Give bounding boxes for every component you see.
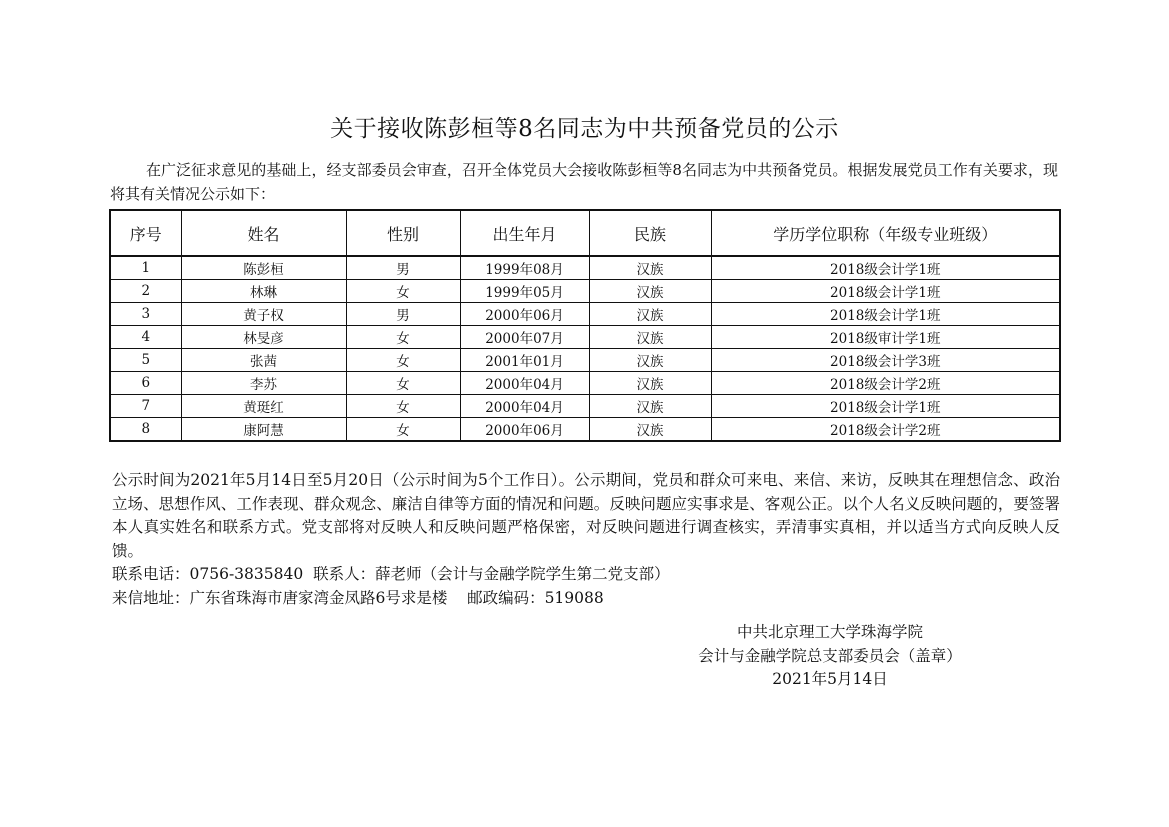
signature-committee: 会计与金融学院总支部委员会（盖章） — [698, 646, 962, 665]
cell-class: 2018级会计学1班 — [711, 256, 1060, 280]
cell-ethnicity: 汉族 — [589, 326, 711, 349]
cell-gender: 女 — [346, 395, 460, 418]
cell-ethnicity: 汉族 — [589, 418, 711, 442]
cell-birth: 2000年07月 — [460, 326, 589, 349]
table-row — [110, 349, 1060, 372]
header-name: 姓名 — [181, 210, 346, 256]
header-class: 学历学位职称（年级专业班级） — [711, 210, 1060, 256]
cell-birth: 2000年06月 — [460, 303, 589, 326]
header-ethnicity: 民族 — [589, 210, 711, 256]
cell-gender: 女 — [346, 280, 460, 303]
table-body — [110, 256, 1060, 441]
table-row — [110, 372, 1060, 395]
cell-birth: 1999年05月 — [460, 280, 589, 303]
cell-gender: 女 — [346, 372, 460, 395]
table-row — [110, 395, 1060, 418]
header-birth: 出生年月 — [460, 210, 589, 256]
cell-name: 林琳 — [181, 280, 346, 303]
signature-block — [660, 621, 1000, 692]
cell-index: 3 — [110, 303, 181, 326]
cell-name: 陈彭桓 — [181, 256, 346, 280]
cell-index: 8 — [110, 418, 181, 442]
address-line: 来信地址：广东省珠海市唐家湾金凤路6号求是楼 邮政编码：519088 — [112, 588, 604, 607]
cell-ethnicity: 汉族 — [589, 349, 711, 372]
cell-class: 2018级审计学1班 — [711, 326, 1060, 349]
cell-name: 张茜 — [181, 349, 346, 372]
cell-index: 4 — [110, 326, 181, 349]
cell-class: 2018级会计学2班 — [711, 372, 1060, 395]
cell-ethnicity: 汉族 — [589, 256, 711, 280]
table-row — [110, 256, 1060, 280]
table-row — [110, 418, 1060, 442]
cell-index: 6 — [110, 372, 181, 395]
cell-index: 1 — [110, 256, 181, 280]
cell-ethnicity: 汉族 — [589, 303, 711, 326]
cell-name: 林旻彦 — [181, 326, 346, 349]
cell-birth: 2001年01月 — [460, 349, 589, 372]
contact-line: 联系电话：0756-3835840 联系人：薛老师（会计与金融学院学生第二党支部） — [112, 565, 670, 583]
signature-date: 2021年5月14日 — [772, 670, 888, 688]
cell-ethnicity: 汉族 — [589, 395, 711, 418]
cell-birth: 1999年08月 — [460, 256, 589, 280]
cell-name: 李苏 — [181, 372, 346, 395]
document-title: 关于接收陈彭桓等8名同志为中共预备党员的公示 — [330, 116, 839, 142]
cell-index: 5 — [110, 349, 181, 372]
notice-section — [112, 469, 1060, 610]
header-index: 序号 — [110, 210, 181, 256]
cell-name: 黄珽红 — [181, 395, 346, 418]
cell-class: 2018级会计学1班 — [711, 395, 1060, 418]
intro-paragraph: 在广泛征求意见的基础上，经支部委员会审查，召开全体党员大会接收陈彭桓等8名同志为中共预备党员。根据发展党员工作有关要求，现将其有关情况公示如下： — [110, 161, 1058, 203]
candidate-table-container — [109, 209, 1059, 442]
cell-gender: 女 — [346, 349, 460, 372]
cell-class: 2018级会计学1班 — [711, 303, 1060, 326]
header-gender: 性别 — [346, 210, 460, 256]
cell-birth: 2000年06月 — [460, 418, 589, 442]
table-row — [110, 280, 1060, 303]
cell-birth: 2000年04月 — [460, 372, 589, 395]
cell-ethnicity: 汉族 — [589, 280, 711, 303]
cell-class: 2018级会计学1班 — [711, 280, 1060, 303]
cell-class: 2018级会计学2班 — [711, 418, 1060, 442]
cell-gender: 男 — [346, 303, 460, 326]
table-header-row — [110, 210, 1060, 256]
cell-ethnicity: 汉族 — [589, 372, 711, 395]
signature-org: 中共北京理工大学珠海学院 — [736, 623, 923, 641]
cell-name: 黄子权 — [181, 303, 346, 326]
cell-index: 2 — [110, 280, 181, 303]
notice-period-paragraph: 公示时间为2021年5月14日至5月20日（公示时间为5个工作日）。公示期间，党员和群众可来电、来信、来访，反映其在理想信念、政治立场、思想作风、工作表现、群众观念、廉洁自律等方面的情况和问题。反映问题应实事求是、客观公正。以个人名义反映问题的，要签署本人真实姓名和联系方式。党支部将对反映人和反映问题严格保密，对反映问题进行调查核实，弄清事实真相，并以适当方式向反映人反馈。 — [112, 471, 1060, 560]
cell-birth: 2000年04月 — [460, 395, 589, 418]
table-row — [110, 326, 1060, 349]
cell-gender: 男 — [346, 256, 460, 280]
cell-index: 7 — [110, 395, 181, 418]
candidate-table — [109, 209, 1061, 442]
cell-class: 2018级会计学3班 — [711, 349, 1060, 372]
cell-gender: 女 — [346, 418, 460, 442]
table-row — [110, 303, 1060, 326]
cell-name: 康阿慧 — [181, 418, 346, 442]
cell-gender: 女 — [346, 326, 460, 349]
